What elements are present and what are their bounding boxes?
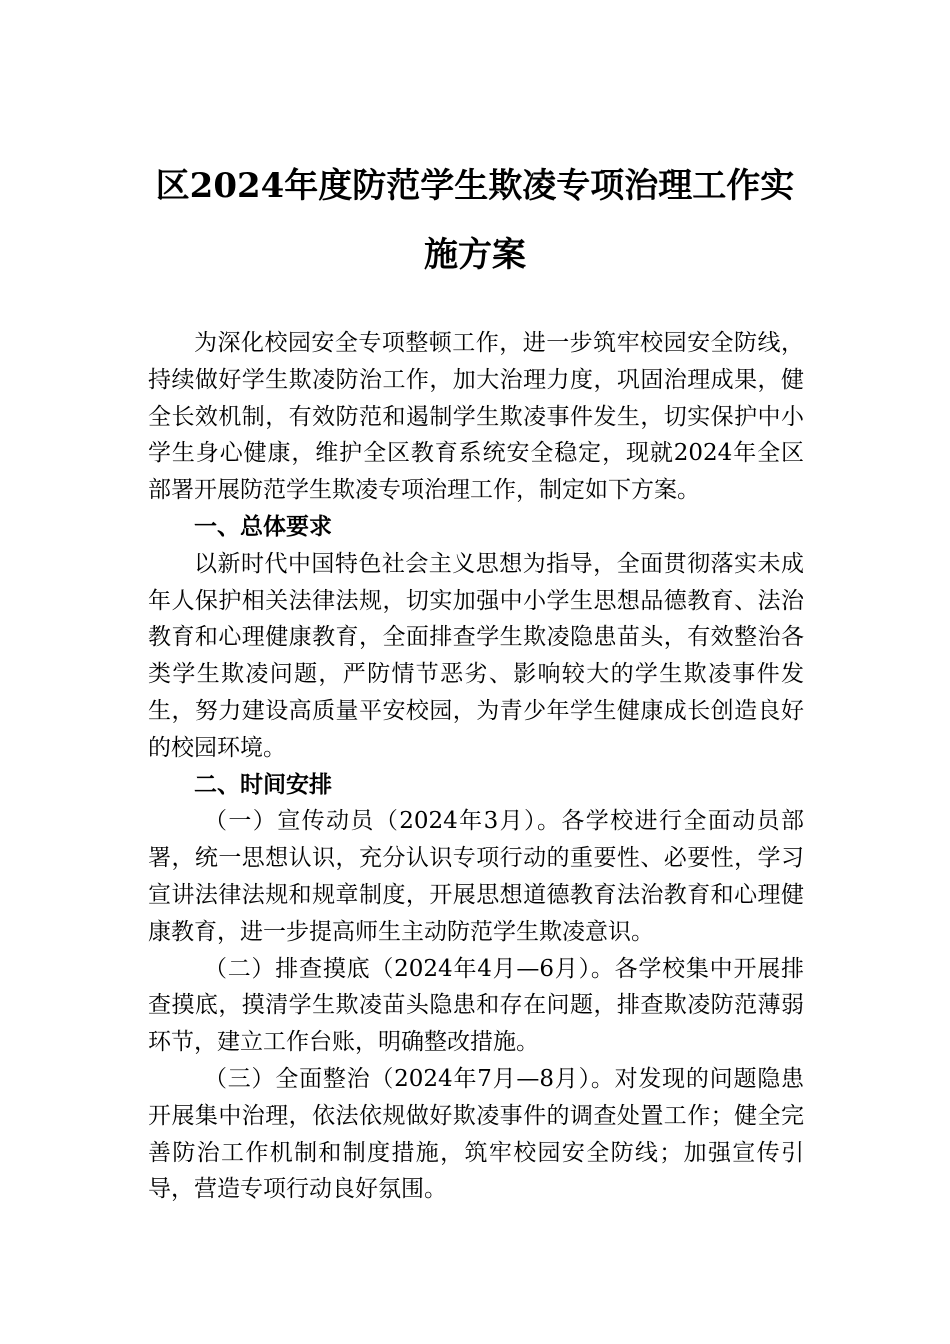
section-heading-schedule: 二、时间安排 <box>194 770 332 798</box>
document-title-line-2: 施方案 <box>424 235 526 275</box>
schedule-phase-3: （三）全面整治（2024年7月—8月）。对发现的问题隐患开展集中治理，依法依规做好欺凌事件的调查处置工作；健全完善防治工作机制和制度措施，筑牢校园安全防线；加强宣传引导，营造专项行动良好氛围。 <box>148 1065 804 1203</box>
schedule-phase-2: （二）排查摸底（2024年4月—6月）。各学校集中开展排查摸底，摸清学生欺凌苗头隐患和存在问题，排查欺凌防范薄弱环节，建立工作台账，明确整改措施。 <box>148 955 804 1056</box>
document-body <box>148 325 804 1208</box>
section-heading-overall-requirements: 一、总体要求 <box>194 512 332 540</box>
document-title-line-1: 区2024年度防范学生欺凌专项治理工作实 <box>155 166 795 206</box>
intro-paragraph: 为深化校园安全专项整顿工作，进一步筑牢校园安全防线，持续做好学生欺凌防治工作，加大治理力度，巩固治理成果，健全长效机制，有效防范和遏制学生欺凌事件发生，切实保护中小学生身心健康，维护全区教育系统安全稳定，现就2024年全区部署开展防范学生欺凌专项治理工作，制定如下方案。 <box>148 330 804 504</box>
schedule-phase-1: （一）宣传动员（2024年3月）。各学校进行全面动员部署，统一思想认识，充分认识专项行动的重要性、必要性，学习宣讲法律法规和规章制度，开展思想道德教育法治教育和心理健康教育，进一步提高师生主动防范学生欺凌意识。 <box>148 808 804 945</box>
overall-requirements-paragraph: 以新时代中国特色社会主义思想为指导，全面贯彻落实未成年人保护相关法律法规，切实加强中小学生思想品德教育、法治教育和心理健康教育，全面排查学生欺凌隐患苗头，有效整治各类学生欺凌问题，严防情节恶劣、影响较大的学生欺凌事件发生，努力建设高质量平安校园，为青少年学生健康成长创造良好的校园环境。 <box>148 550 804 761</box>
